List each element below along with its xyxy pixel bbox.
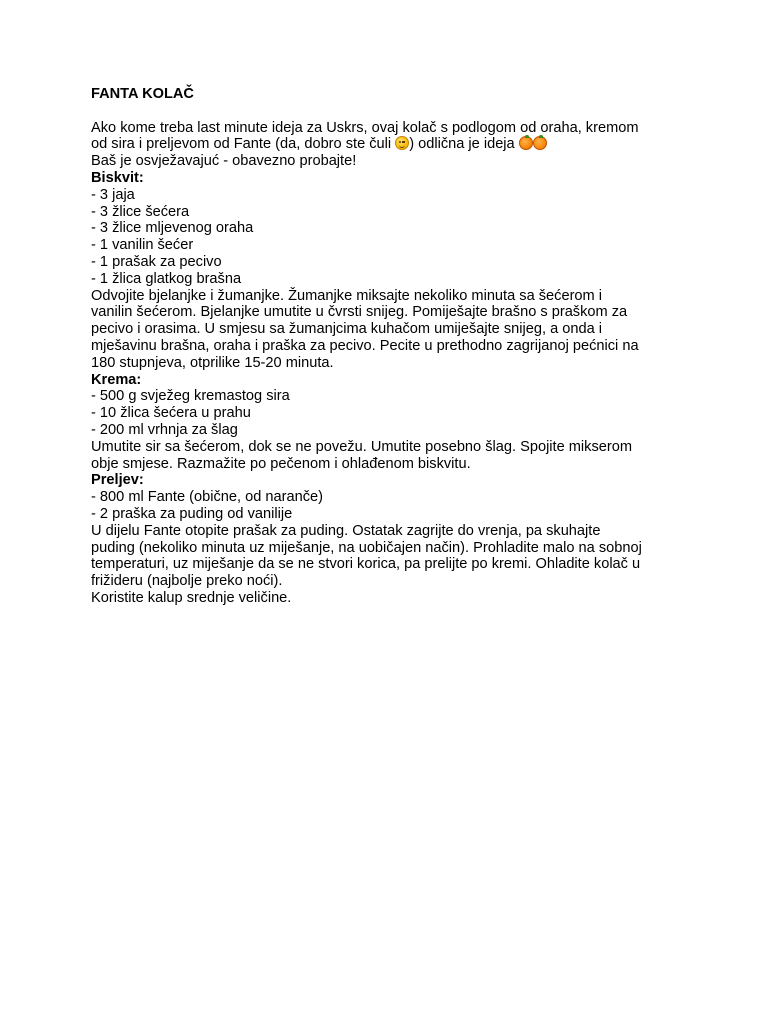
section-heading-krema: Krema: xyxy=(91,371,142,388)
intro-line-2 xyxy=(91,136,691,153)
intro-line-2-part-1: od sira i preljevom od Fante (da, dobro ste čuli xyxy=(91,136,396,153)
recipe-title: FANTA KOLAČ xyxy=(91,86,194,102)
ingredient-item: - 500 g svježeg kremastog sira xyxy=(91,388,290,405)
ingredient-item: - 3 jaja xyxy=(91,186,135,203)
instruction-line: puding (nekoliko minuta uz miješanje, na uobičajen način). Prohladite malo na sobnoj xyxy=(91,539,642,556)
ingredient-item: - 800 ml Fante (obične, od naranče) xyxy=(91,489,324,506)
orange-fruit-icon xyxy=(533,136,547,150)
ingredient-item: - 10 žlica šećera u prahu xyxy=(91,405,251,422)
ingredient-item: - 1 vanilin šećer xyxy=(91,237,194,254)
ingredient-item: - 1 prašak za pecivo xyxy=(91,253,222,270)
document-page xyxy=(91,86,691,607)
instruction-line: vanilin šećerom. Bjelanjke umutite u čvrsti snijeg. Pomiješajte brašno s praškom za xyxy=(91,304,628,321)
instruction-line: mješavinu brašna, oraha i praška za pecivo. Pecite u prethodno zagrijanoj pećnici na xyxy=(91,337,639,354)
ingredient-item: - 1 žlica glatkog brašna xyxy=(91,270,242,287)
instruction-line: Odvojite bjelanjke i žumanjke. Žumanjke miksajte nekoliko minuta sa šećerom i xyxy=(91,287,603,304)
instruction-line: obje smjese. Razmažite po pečenom i ohlađenom biskvitu. xyxy=(91,455,471,472)
instruction-line: frižideru (najbolje preko noći). xyxy=(91,573,283,590)
closing-note: Koristite kalup srednje veličine. xyxy=(91,589,292,606)
instruction-line: temperaturi, uz miješanje da se ne stvori korica, pa prelijte po kremi. Ohladite kolač u xyxy=(91,556,641,573)
ingredient-item: - 3 žlice šećera xyxy=(91,203,190,220)
instruction-line: pecivo i orasima. U smjesu sa žumanjcima kuhačom umiješajte snijeg, a onda i xyxy=(91,321,603,338)
instruction-line: 180 stupnjeva, otprilike 15-20 minuta. xyxy=(91,354,334,371)
intro-line-1: Ako kome treba last minute ideja za Uskrs, ovaj kolač s podlogom od oraha, kremom xyxy=(91,119,639,136)
intro-line-2-part-2: ) odlična je ideja xyxy=(409,136,519,153)
intro-line-3: Baš je osvježavajuć - obavezno probajte! xyxy=(91,153,357,170)
orange-fruit-icon xyxy=(519,136,533,150)
ingredient-item: - 3 žlice mljevenog oraha xyxy=(91,220,254,237)
blank-line xyxy=(91,103,691,120)
instruction-line: Umutite sir sa šećerom, dok se ne povežu. Umutite posebno šlag. Spojite mikserom xyxy=(91,438,633,455)
ingredient-item: - 200 ml vrhnja za šlag xyxy=(91,421,238,438)
section-heading-biskvit: Biskvit: xyxy=(91,169,144,186)
ingredient-item: - 2 praška za puding od vanilije xyxy=(91,505,293,522)
section-heading-preljev: Preljev: xyxy=(91,472,144,489)
winking-face-icon xyxy=(395,136,409,150)
instruction-line: U dijelu Fante otopite prašak za puding. Ostatak zagrijte do vrenja, pa skuhajte xyxy=(91,522,601,539)
